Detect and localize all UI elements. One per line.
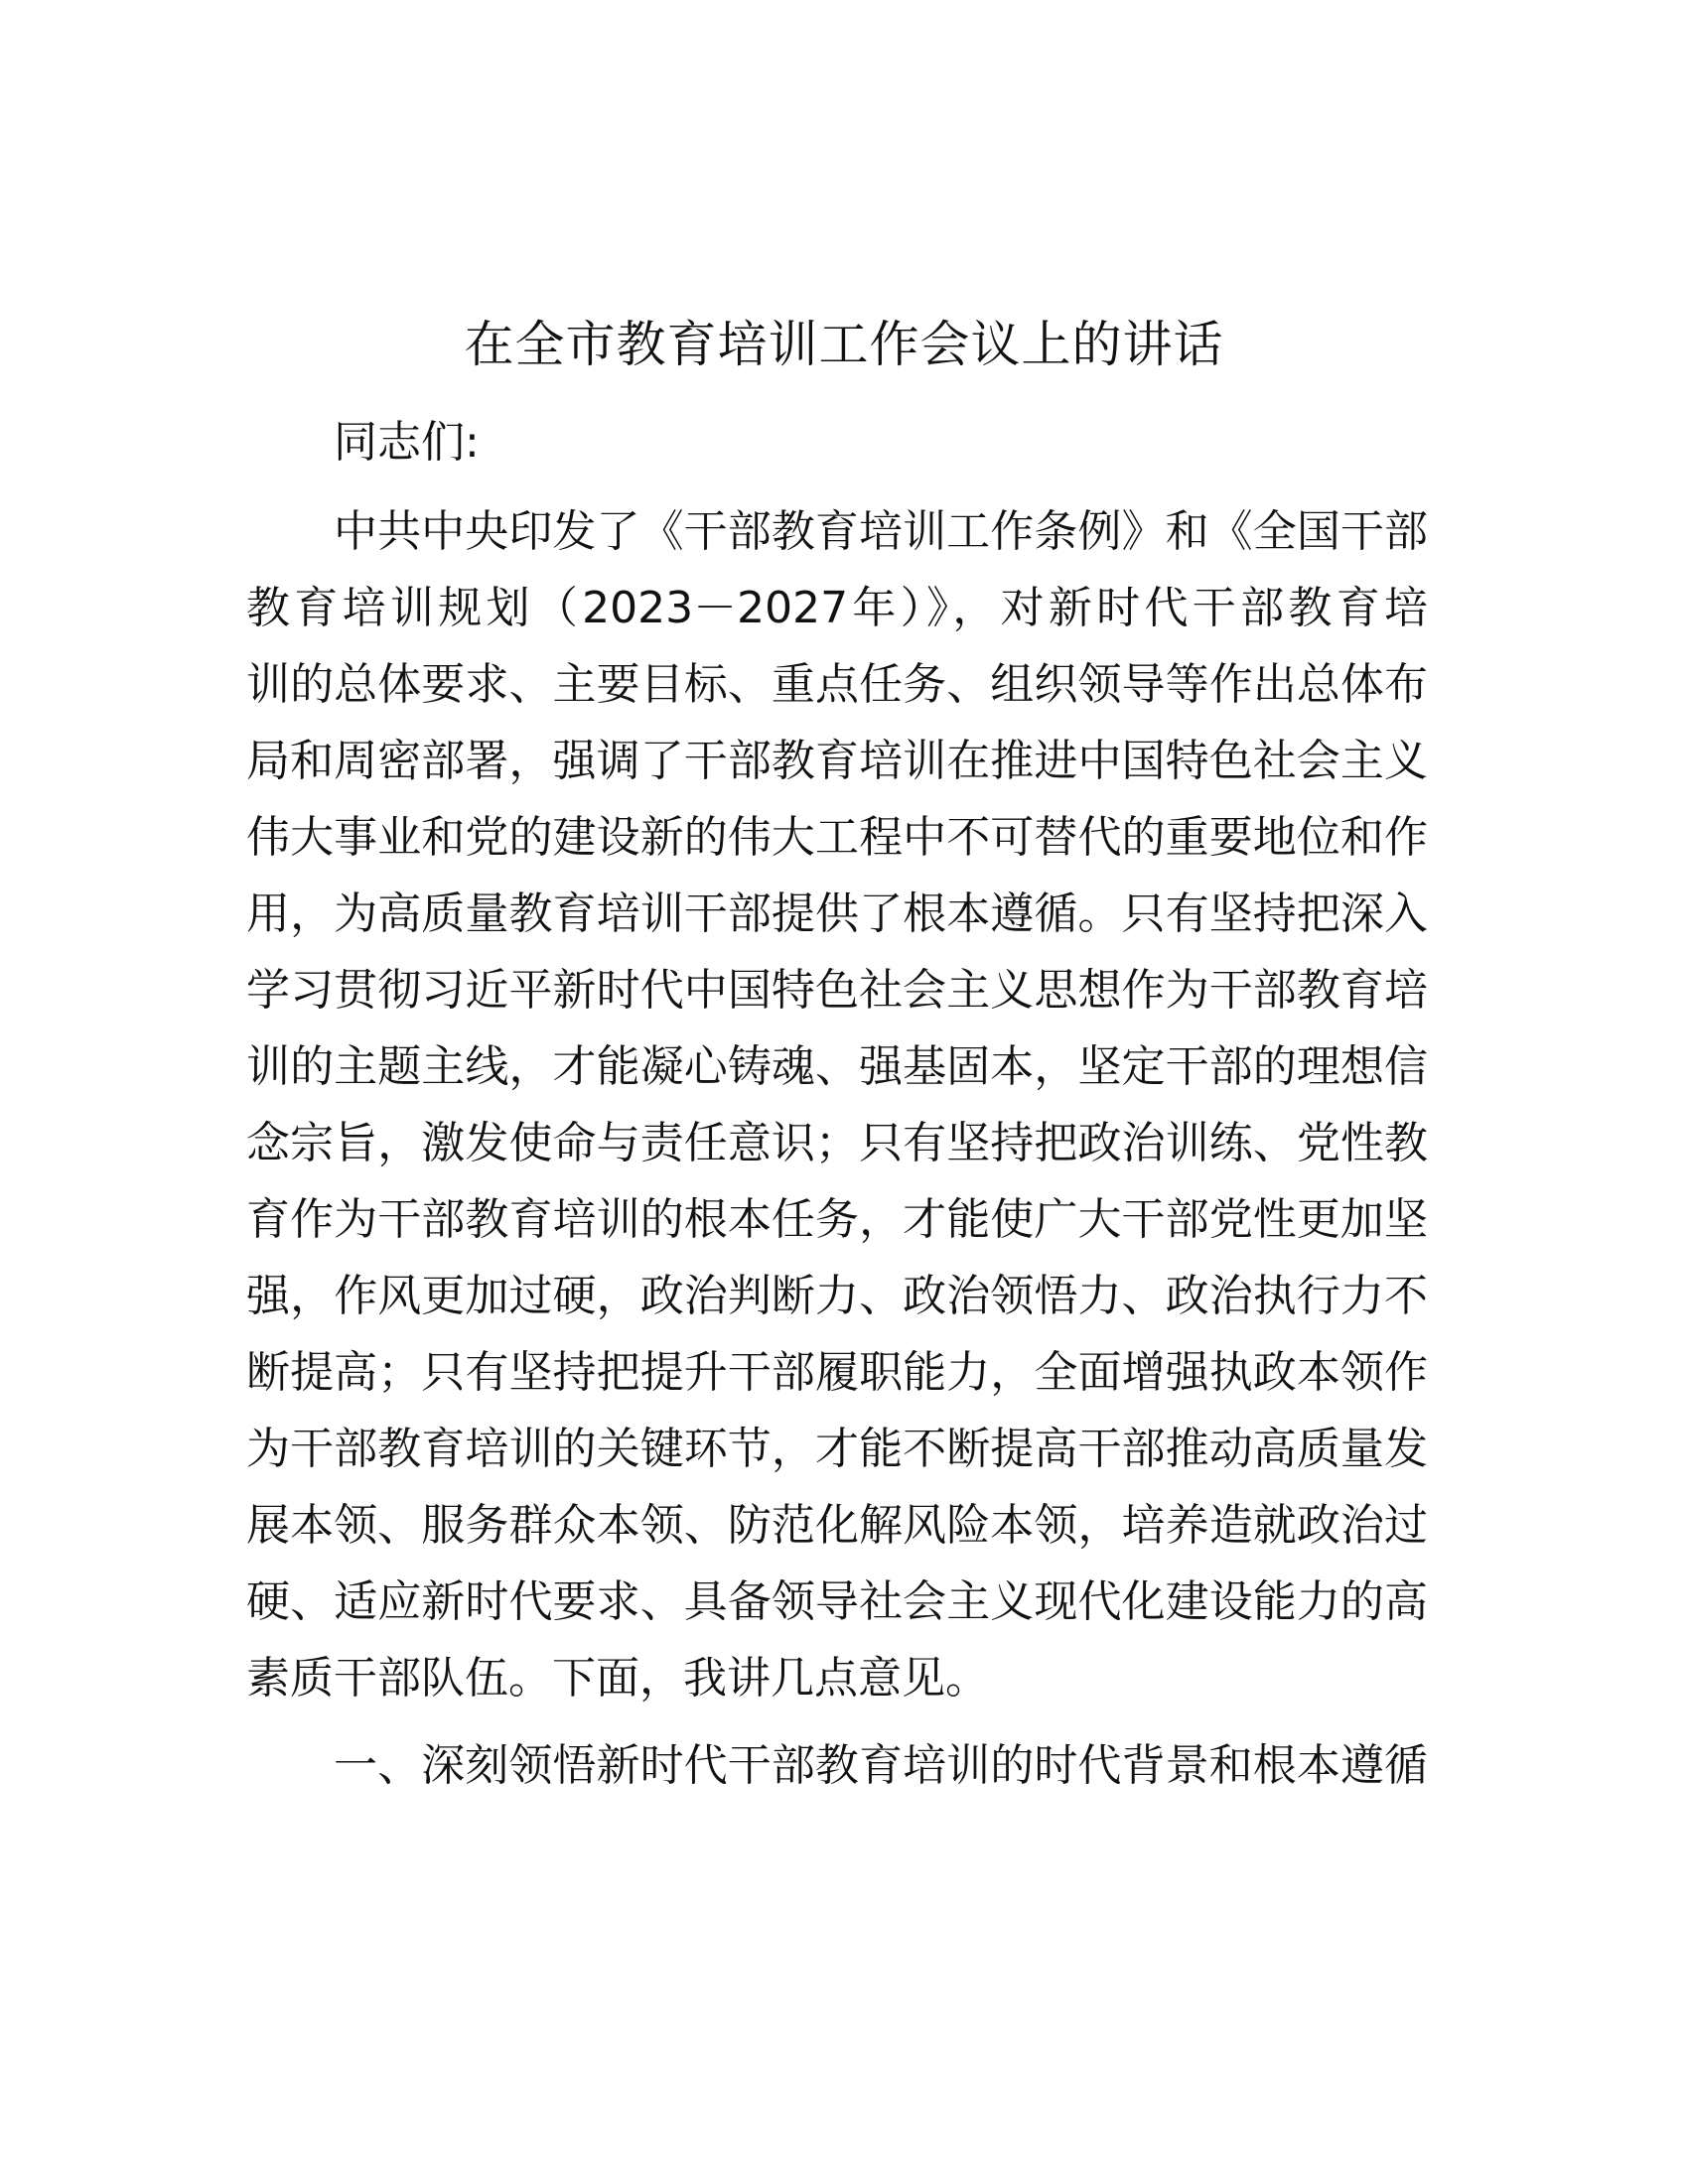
paragraph-line: 断提高；只有坚持把提升干部履职能力，全面增强执政本领作	[246, 1347, 1428, 1398]
paragraph-line: 学习贯彻习近平新时代中国特色社会主义思想作为干部教育培	[246, 965, 1428, 1016]
section-heading-1: 一、深刻领悟新时代干部教育培训的时代背景和根本遵循	[334, 1740, 1428, 1791]
greeting: 同志们:	[334, 417, 480, 468]
paragraph-line: 强，作风更加过硬，政治判断力、政治领悟力、政治执行力不	[246, 1271, 1428, 1321]
paragraph-line: 训的总体要求、主要目标、重点任务、组织领导等作出总体布	[246, 659, 1428, 710]
paragraph-line: 育作为干部教育培训的根本任务，才能使广大干部党性更加坚	[246, 1194, 1428, 1245]
paragraph-line: 用，为高质量教育培训干部提供了根本遵循。只有坚持把深入	[246, 888, 1428, 939]
document-title: 在全市教育培训工作会议上的讲话	[464, 316, 1224, 373]
paragraph-line: 硬、适应新时代要求、具备领导社会主义现代化建设能力的高	[246, 1576, 1428, 1627]
paragraph-line: 教育培训规划（2023－2027年）》，对新时代干部教育培	[246, 583, 1428, 633]
paragraph-line: 中共中央印发了《干部教育培训工作条例》和《全国干部	[334, 506, 1428, 557]
paragraph-line: 展本领、服务群众本领、防范化解风险本领，培养造就政治过	[246, 1500, 1428, 1551]
paragraph-line: 局和周密部署，强调了干部教育培训在推进中国特色社会主义	[246, 736, 1428, 786]
paragraph-1	[246, 493, 1428, 1716]
paragraph-line: 素质干部队伍。下面，我讲几点意见。	[246, 1653, 989, 1704]
paragraph-line: 伟大事业和党的建设新的伟大工程中不可替代的重要地位和作	[246, 812, 1428, 863]
paragraph-line: 训的主题主线，才能凝心铸魂、强基固本，坚定干部的理想信	[246, 1041, 1428, 1092]
document-body	[246, 404, 1428, 1804]
paragraph-line: 为干部教育培训的关键环节，才能不断提高干部推动高质量发	[246, 1424, 1428, 1474]
paragraph-line: 念宗旨，激发使命与责任意识；只有坚持把政治训练、党性教	[246, 1118, 1428, 1168]
